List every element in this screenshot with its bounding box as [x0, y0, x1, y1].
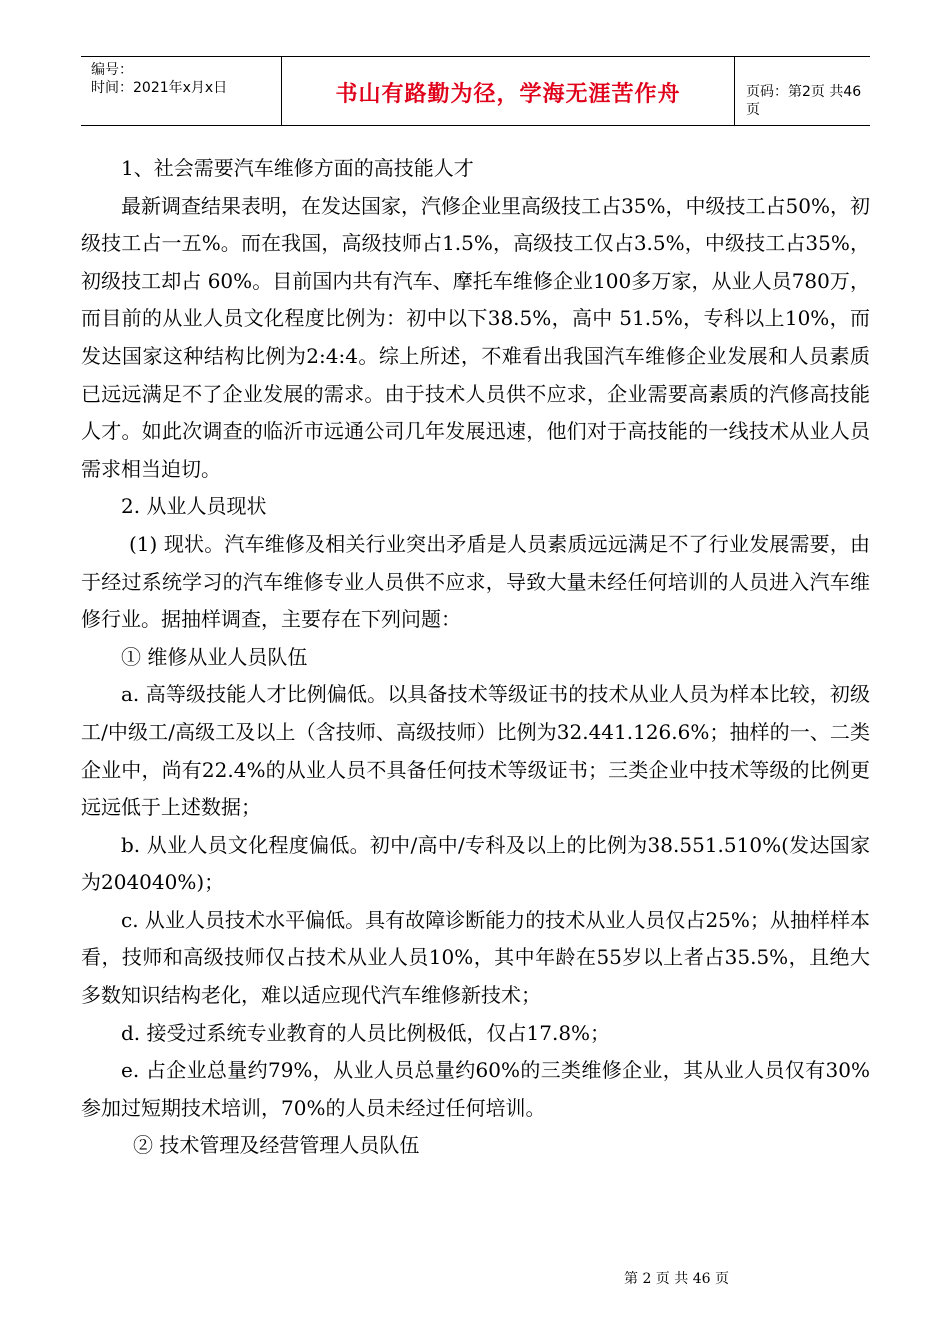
header-motto: 书山有路勤为径，学海无涯苦作舟 — [335, 82, 681, 107]
document-time-label: 时间：2021年x月x日 — [91, 80, 228, 96]
list-item: d. 接受过系统专业教育的人员比例极低，仅占17.8%； — [121, 1020, 611, 1045]
document-body — [81, 150, 870, 1165]
header-motto-cell — [281, 57, 735, 125]
paragraph: 最新调查结果表明，在发达国家，汽修企业里高级技工占35%，中级技工占50%，初级技工占一五%。而在我国，高级技师占1.5%，高级技工仅占3.5%，中级技工占35%，初级技工却占 60%。目前国内共有汽车、摩托车维修企业100多万家，从业人员780万，而目前的从业人员文化程度比例为：初中以下38.5%，高中 51.5%，专科以上10%，而发达国家这种结构比例为2:4:4。综上所述，不难看出我国汽车维修企业发展和人员素质已远远满足不了企业发展的需求。由于技术人员供不应求，企业需要高素质的汽修高技能人才。如此次调查的临沂市远通公司几年发展迅速，他们对于高技能的一线技术从业人员需求相当迫切。 — [81, 193, 870, 481]
list-item: e. 占企业总量约79%，从业人员总量约60%的三类维修企业，其从业人员仅有30%参加过短期技术培训，70%的人员未经过任何培训。 — [81, 1058, 870, 1120]
header-table — [81, 56, 870, 126]
list-item: a. 高等级技能人才比例偏低。以具备技术等级证书的技术从业人员为样本比较，初级工/中级工/高级工及以上（含技师、高级技师）比例为32.441.126.6%；抽样的一、二类企业中，尚有22.4%的从业人员不具备任何技术等级证书；三类企业中技术等级的比例更远远低于上述数据； — [81, 682, 870, 820]
subsection-heading: ② 技术管理及经营管理人员队伍 — [133, 1133, 420, 1158]
list-item: b. 从业人员文化程度偏低。初中/高中/专科及以上的比例为38.551.510%(发达国家为204040%)； — [81, 832, 870, 895]
header-page-cell — [734, 57, 870, 125]
section-heading: 1、社会需要汽车维修方面的高技能人才 — [121, 156, 474, 180]
paragraph: (1) 现状。汽车维修及相关行业突出矛盾是人员素质远远满足不了行业发展需要，由于经过系统学习的汽车维修专业人员供不应求，导致大量未经任何培训的人员进入汽车维修行业。据抽样调查，主要存在下列问题： — [81, 531, 870, 632]
header-page-number: 页码：第2页 共46页 — [746, 84, 862, 118]
list-item: c. 从业人员技术水平偏低。具有故障诊断能力的技术从业人员仅占25%；从抽样样本看，技师和高级技师仅占技术从业人员10%，其中年龄在55岁以上者占35.5%，且绝大多数知识结构老化，难以适应现代汽车维修新技术； — [81, 907, 870, 1008]
page-footer: 第 2 页 共 46 页 — [624, 1271, 729, 1287]
section-heading: 2. 从业人员现状 — [121, 494, 267, 519]
subsection-heading: ① 维修从业人员队伍 — [121, 644, 308, 669]
document-number-label: 编号： — [91, 62, 133, 78]
header-info-cell — [81, 57, 281, 125]
